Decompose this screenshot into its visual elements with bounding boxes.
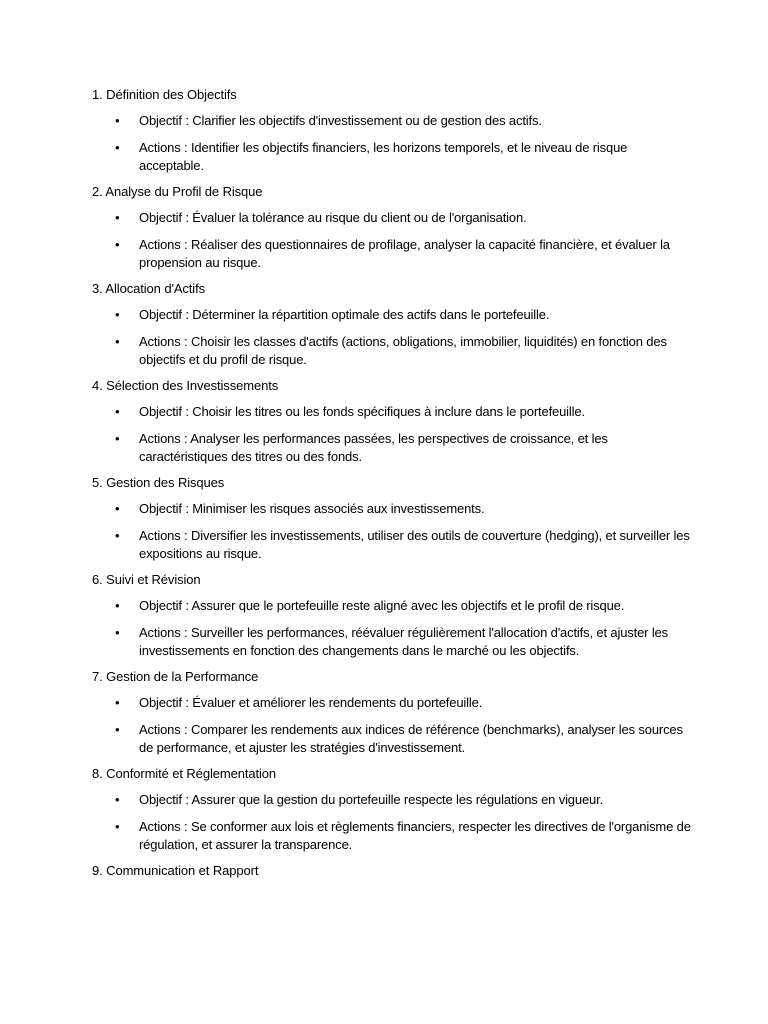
bullet-list (92, 209, 692, 272)
list-item-text: Actions : Choisir les classes d'actifs (actions, obligations, immobilier, liquidités) en fonction des objectifs et du profil de risque. (139, 334, 667, 367)
list-item (92, 818, 692, 854)
section-title: 4. Sélection des Investissements (92, 378, 279, 393)
bullet-icon: • (115, 307, 120, 322)
list-item-text: Actions : Identifier les objectifs financiers, les horizons temporels, et le niveau de risque acceptable. (139, 140, 628, 173)
bullet-icon: • (115, 334, 120, 349)
list-item-text: Actions : Surveiller les performances, réévaluer régulièrement l'allocation d'actifs, et ajuster les investissements en fonction des changements dans le marché ou les objectifs. (139, 625, 668, 658)
bullet-icon: • (115, 722, 120, 737)
section-8 (92, 765, 692, 854)
list-item (92, 791, 692, 809)
list-item-text: Objectif : Minimiser les risques associés aux investissements. (139, 501, 485, 516)
list-item-text: Objectif : Déterminer la répartition optimale des actifs dans le portefeuille. (139, 307, 550, 322)
list-item (92, 624, 692, 660)
bullet-icon: • (115, 625, 120, 640)
list-item-text: Actions : Analyser les performances passées, les perspectives de croissance, et les caractéristiques des titres ou des fonds. (139, 431, 608, 464)
list-item-text: Actions : Comparer les rendements aux indices de référence (benchmarks), analyser les sources de performance, et ajuster les stratégies d'investissement. (139, 722, 683, 755)
bullet-icon: • (115, 237, 120, 252)
list-item-text: Objectif : Assurer que la gestion du portefeuille respecte les régulations en vigueur. (139, 792, 604, 807)
list-item (92, 721, 692, 757)
list-item (92, 112, 692, 130)
section-title: 6. Suivi et Révision (92, 572, 201, 587)
section-title: 1. Définition des Objectifs (92, 87, 237, 102)
bullet-icon: • (115, 140, 120, 155)
list-item-text: Objectif : Assurer que le portefeuille reste aligné avec les objectifs et le profil de risque. (139, 598, 625, 613)
list-item (92, 306, 692, 324)
section-title: 2. Analyse du Profil de Risque (92, 184, 263, 199)
list-item-text: Actions : Réaliser des questionnaires de profilage, analyser la capacité financière, et évaluer la propension au risque. (139, 237, 670, 270)
bullet-list (92, 791, 692, 854)
list-item (92, 500, 692, 518)
list-item-text: Actions : Se conformer aux lois et règlements financiers, respecter les directives de l'organisme de régulation, et assurer la transparence. (139, 819, 691, 852)
bullet-icon: • (115, 113, 120, 128)
section-9 (92, 862, 692, 880)
bullet-icon: • (115, 528, 120, 543)
list-item-text: Objectif : Clarifier les objectifs d'investissement ou de gestion des actifs. (139, 113, 542, 128)
section-2 (92, 183, 692, 272)
bullet-icon: • (115, 210, 120, 225)
bullet-icon: • (115, 792, 120, 807)
section-4 (92, 377, 692, 466)
document-page (92, 86, 692, 888)
list-item-text: Objectif : Évaluer la tolérance au risque du client ou de l'organisation. (139, 210, 527, 225)
bullet-list (92, 112, 692, 175)
section-1 (92, 86, 692, 175)
bullet-icon: • (115, 404, 120, 419)
list-item (92, 403, 692, 421)
list-item-text: Objectif : Évaluer et améliorer les rendements du portefeuille. (139, 695, 483, 710)
list-item-text: Objectif : Choisir les titres ou les fonds spécifiques à inclure dans le portefeuille. (139, 404, 585, 419)
list-item (92, 139, 692, 175)
bullet-icon: • (115, 501, 120, 516)
list-item (92, 597, 692, 615)
section-title: 7. Gestion de la Performance (92, 669, 259, 684)
bullet-icon: • (115, 695, 120, 710)
bullet-icon: • (115, 819, 120, 834)
bullet-list (92, 597, 692, 660)
list-item (92, 694, 692, 712)
bullet-list (92, 403, 692, 466)
bullet-list (92, 694, 692, 757)
list-item (92, 430, 692, 466)
bullet-list (92, 500, 692, 563)
section-title: 9. Communication et Rapport (92, 863, 259, 878)
list-item (92, 527, 692, 563)
bullet-list (92, 306, 692, 369)
section-3 (92, 280, 692, 369)
bullet-icon: • (115, 598, 120, 613)
bullet-icon: • (115, 431, 120, 446)
section-7 (92, 668, 692, 757)
section-title: 3. Allocation d'Actifs (92, 281, 206, 296)
list-item (92, 209, 692, 227)
section-title: 8. Conformité et Réglementation (92, 766, 277, 781)
section-title: 5. Gestion des Risques (92, 475, 225, 490)
list-item-text: Actions : Diversifier les investissements, utiliser des outils de couverture (hedging), et surveiller les expositions au risque. (139, 528, 690, 561)
list-item (92, 236, 692, 272)
section-5 (92, 474, 692, 563)
list-item (92, 333, 692, 369)
section-6 (92, 571, 692, 660)
